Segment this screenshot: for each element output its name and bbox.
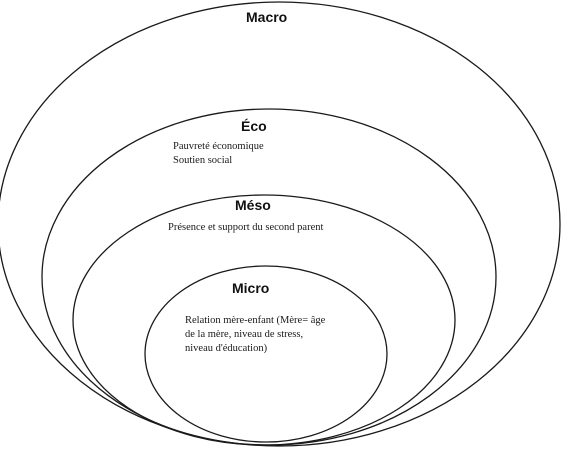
macro-title: Macro bbox=[246, 9, 288, 25]
micro-line-2: de la mère, niveau de stress, bbox=[185, 329, 304, 340]
eco-factor-economic-poverty: Pauvreté économique bbox=[173, 141, 264, 152]
eco-title: Éco bbox=[241, 118, 267, 134]
eco-factors bbox=[173, 140, 264, 168]
meso-factor-second-parent: Présence et support du second parent bbox=[168, 222, 324, 233]
micro-description bbox=[185, 314, 325, 356]
micro-line-3: niveau d'éducation) bbox=[185, 343, 268, 354]
eco-factor-social-support: Soutien social bbox=[173, 155, 233, 166]
micro-title: Micro bbox=[232, 280, 270, 296]
meso-title: Méso bbox=[235, 197, 271, 213]
meso-factors bbox=[168, 221, 323, 235]
micro-line-1: Relation mère-enfant (Mère= âge bbox=[185, 315, 326, 326]
